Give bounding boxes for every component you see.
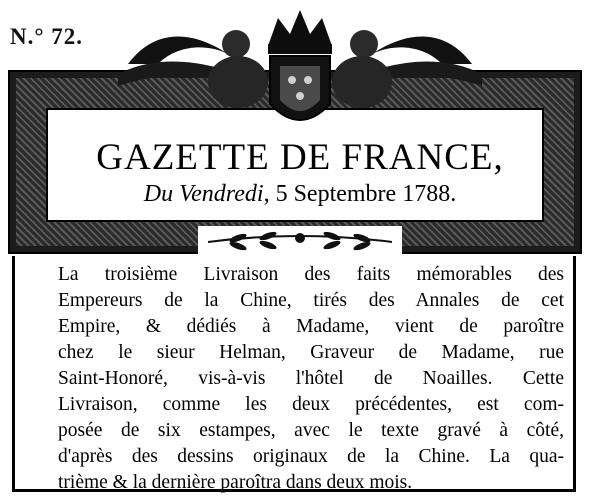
article-line: chez le sieur Helman, Graveur de Madame, rue <box>58 342 564 363</box>
issue-number: N.° 72. <box>10 24 84 49</box>
article-line: posée de six estampes, avec le texte gravé à côté, <box>58 420 564 441</box>
article-text <box>58 262 564 496</box>
laurel-sprig-icon <box>198 226 402 258</box>
article-line: La troisième Livraison des faits mémorables des <box>58 264 564 285</box>
publication-date <box>0 181 600 208</box>
article-line: Empereurs de la Chine, tirés des Annales de cet <box>58 290 564 311</box>
royal-crest-icon <box>118 4 482 140</box>
article-line: Saint-Honoré, vis-à-vis l'hôtel de Noailles. Cette <box>58 368 564 389</box>
article-line: Livraison, comme les deux précédentes, est com- <box>58 394 564 415</box>
article-line: Empire, & dédiés à Madame, vient de paroître <box>58 316 564 337</box>
article-line: d'après des dessins originaux de la Chine. La qua- <box>58 446 564 467</box>
dateline-date: , 5 Septembre 1788. <box>263 181 457 207</box>
newspaper-title: GAZETTE DE FRANCE, <box>96 137 504 178</box>
article-line: trième & la dernière paroîtra dans deux mois. <box>58 472 413 493</box>
dateline-day: Du Vendredi <box>143 181 264 207</box>
